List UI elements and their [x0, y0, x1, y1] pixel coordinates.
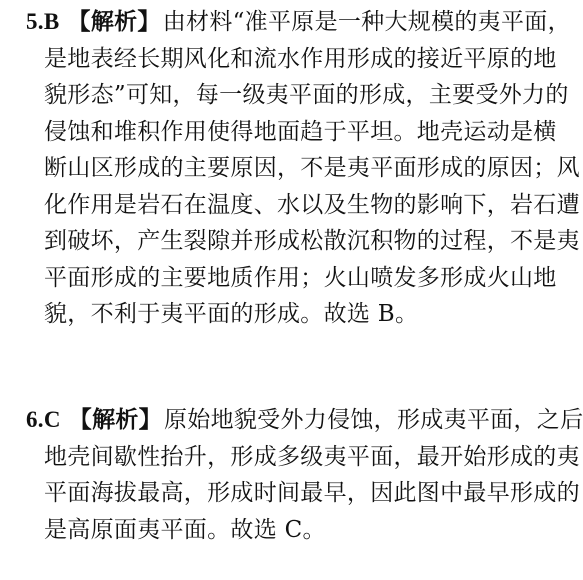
answer-item-5: [0, 4, 580, 333]
analysis-text-line: 化作用是岩石在温度、水以及生物的影响下，岩石遭: [44, 191, 580, 218]
analysis-text-line: 地壳间歇性抬升，形成多级夷平面，最开始形成的夷: [44, 443, 580, 470]
analysis-text-line: 是地表经长期风化和流水作用形成的接近平原的地: [44, 45, 557, 72]
answer-item-5-first-line: [0, 4, 571, 41]
question-number: 5.: [26, 9, 44, 34]
analysis-text-line: 貌，不利于夷平面的形成。故选 B。: [44, 301, 419, 327]
analysis-text: 原始地貌受外力侵蚀，形成夷平面，之后: [163, 407, 583, 433]
analysis-tag: 【解析】: [68, 406, 162, 433]
analysis-text-line: 是高原面夷平面。故选 C。: [44, 516, 326, 543]
answer-item-6: [0, 402, 583, 548]
answer-choice: C: [43, 407, 61, 432]
analysis-text-line: 平面海拔最高，形成时间最早，因此图中最早形成的: [44, 480, 580, 506]
analysis-text: 由材料“准平原是一种大规模的夷平面，: [162, 9, 571, 35]
analysis-text-line: 平面形成的主要地质作用；火山喷发多形成火山地: [44, 264, 557, 291]
analysis-text-line: 侵蚀和堆积作用使得地面趋于平坦。地壳运动是横: [44, 118, 557, 145]
question-number: 6.: [26, 407, 44, 432]
answer-choice: B: [43, 9, 60, 34]
analysis-text-line: 断山区形成的主要原因，不是夷平面形成的原因；风: [44, 155, 580, 181]
analysis-text-line: 到破坏，产生裂隙并形成松散沉积物的过程，不是夷: [44, 228, 580, 254]
analysis-tag: 【解析】: [67, 8, 161, 35]
analysis-text-line: 貌形态”可知，每一级夷平面的形成，主要受外力的: [44, 82, 569, 108]
answer-item-6-first-line: [0, 402, 583, 439]
